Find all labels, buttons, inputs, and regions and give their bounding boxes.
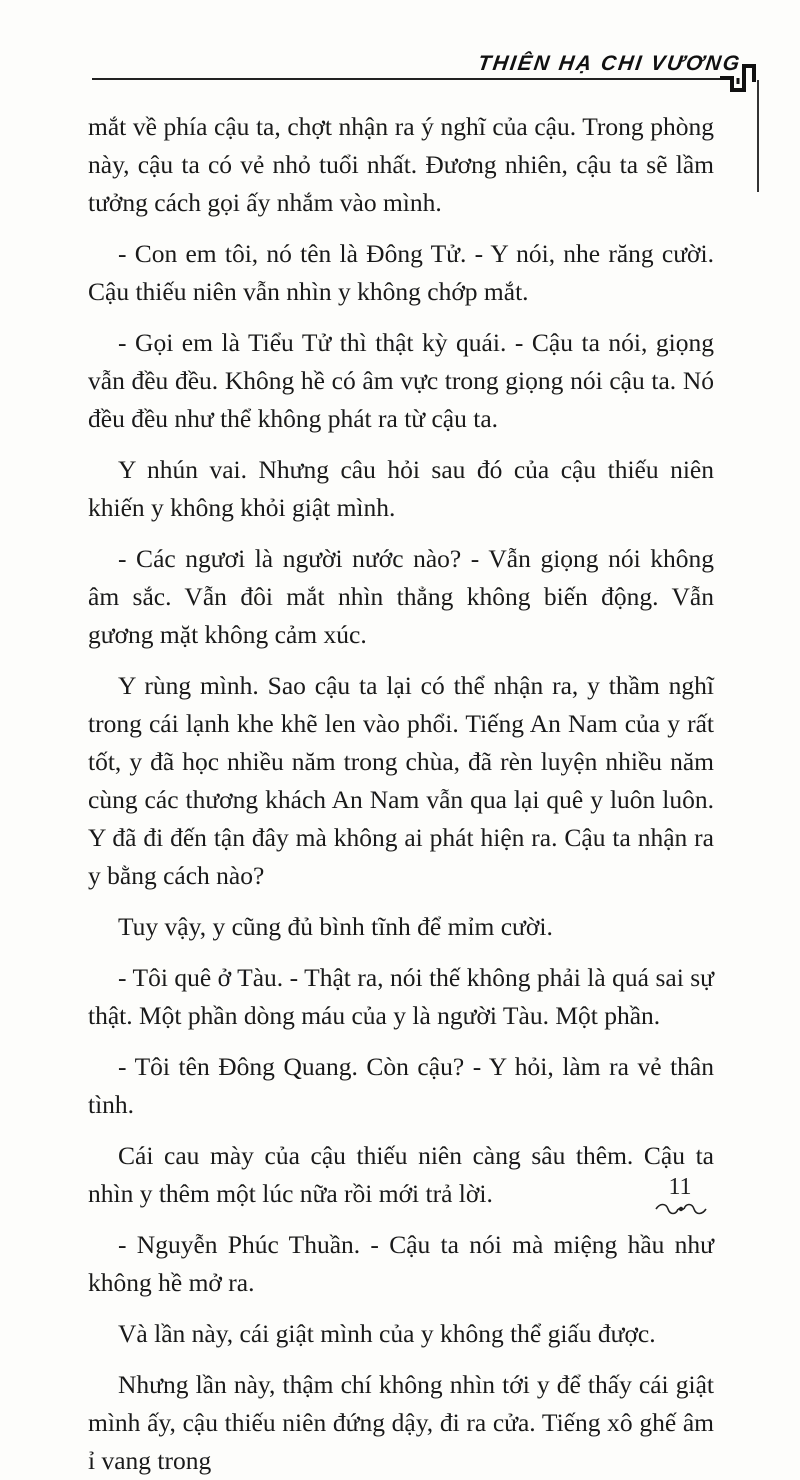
running-header-title: THIÊN HẠ CHI VƯƠNG — [476, 52, 743, 75]
side-margin-rule — [757, 80, 759, 192]
paragraph: Y nhún vai. Nhưng câu hỏi sau đó của cậu thiếu niên khiến y không khỏi giật mình. — [88, 455, 714, 522]
paragraph: Y rùng mình. Sao cậu ta lại có thể nhận ra, y thầm nghĩ trong cái lạnh khe khẽ len vào phổi. Tiếng An Nam của y rất tốt, y đã học nhiều năm trong chùa, đã rèn luyện nhiều năm cùng các thương khách An Nam vẫn qua lại quê y luôn luôn. Y đã đi đến tận đây mà không ai phát hiện ra. Cậu ta nhận ra y bằng cách nào? — [88, 671, 714, 890]
header-divider — [92, 78, 732, 80]
page-number: 11 — [668, 1174, 692, 1200]
paragraph: - Con em tôi, nó tên là Đông Tử. - Y nói, nhe răng cười. Cậu thiếu niên vẫn nhìn y không chớp mắt. — [88, 239, 714, 306]
paragraph: - Các ngươi là người nước nào? - Vẫn giọng nói không âm sắc. Vẫn đôi mắt nhìn thẳng không biến động. Vẫn gương mặt không cảm xúc. — [88, 544, 714, 649]
fret-ornament-icon — [718, 60, 758, 94]
body-text — [88, 108, 714, 1480]
paragraph: Nhưng lần này, thậm chí không nhìn tới y để thấy cái giật mình ấy, cậu thiếu niên đứng dậy, đi ra cửa. Tiếng xô ghế âm ỉ vang trong — [88, 1370, 714, 1475]
paragraph: Và lần này, cái giật mình của y không thể giấu được. — [118, 1319, 656, 1348]
page-number-flourish-icon — [654, 1201, 708, 1217]
paragraph: Tuy vậy, y cũng đủ bình tĩnh để mỉm cười. — [118, 912, 553, 941]
paragraph: mắt về phía cậu ta, chợt nhận ra ý nghĩ của cậu. Trong phòng này, cậu ta có vẻ nhỏ tuổi nhất. Đương nhiên, cậu ta sẽ lầm tưởng cách gọi ấy nhắm vào mình. — [88, 112, 714, 217]
paragraph: - Gọi em là Tiểu Tử thì thật kỳ quái. - Cậu ta nói, giọng vẫn đều đều. Không hề có âm vực trong giọng nói cậu ta. Nó đều đều như thể không phát ra từ cậu ta. — [88, 328, 714, 433]
paragraph: Cái cau mày của cậu thiếu niên càng sâu thêm. Cậu ta nhìn y thêm một lúc nữa rồi mới trả lời. — [88, 1141, 714, 1208]
running-header — [0, 0, 800, 110]
paragraph: - Tôi tên Đông Quang. Còn cậu? - Y hỏi, làm ra vẻ thân tình. — [88, 1052, 714, 1119]
paragraph: - Tôi quê ở Tàu. - Thật ra, nói thế không phải là quá sai sự thật. Một phần dòng máu của y là người Tàu. Một phần. — [88, 963, 714, 1030]
paragraph: - Nguyễn Phúc Thuần. - Cậu ta nói mà miệng hầu như không hề mở ra. — [88, 1230, 714, 1297]
